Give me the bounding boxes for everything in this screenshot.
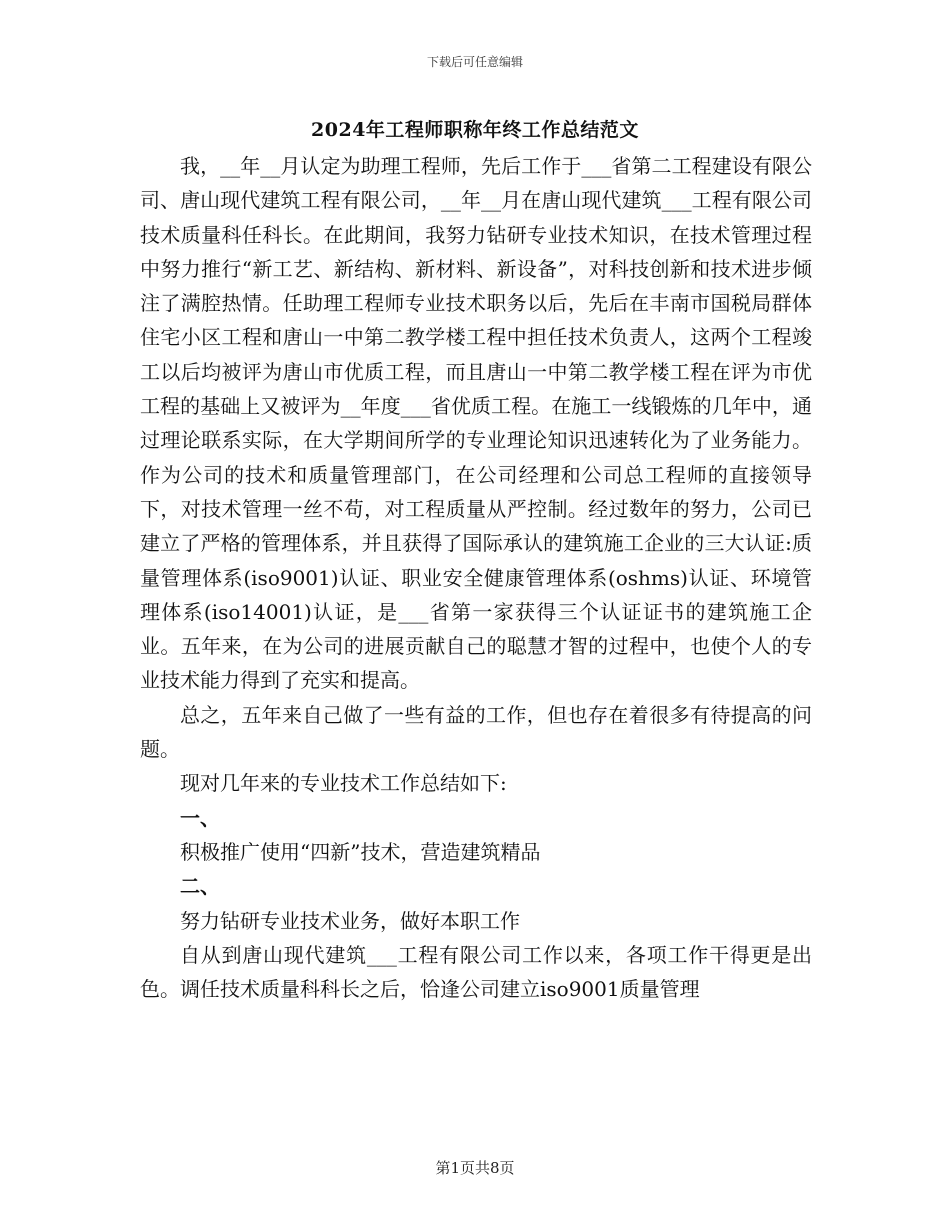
paragraph-summary: 总之，五年来自己做了一些有益的工作，但也存在着很多有待提高的问题。 bbox=[140, 702, 812, 762]
page-header-note: 下载后可任意编辑 bbox=[426, 55, 523, 69]
paragraph-section-two-body: 自从到唐山现代建筑___工程有限公司工作以来，各项工作干得更是出色。调任技术质量科科长之后，恰逢公司建立iso9001质量管理 bbox=[140, 942, 812, 1002]
section-number-two: 二、 bbox=[180, 874, 220, 899]
paragraph-intro: 我，__年__月认定为助理工程师，先后工作于___省第二工程建设有限公司、唐山现代建筑工程有限公司，__年__月在唐山现代建筑___工程有限公司技术质量科任科长。在此期间，我努力钻研专业技术知识，在技术管理过程中努力推行“新工艺、新结构、新材料、新设备”，对科技创新和技术进步倾注了满腔热情。任助理工程师专业技术职务以后，先后在丰南市国税局群体住宅小区工程和唐山一中第二教学楼工程中担任技术负责人，这两个工程竣工以后均被评为唐山市优质工程，而且唐山一中第二教学楼工程在评为市优工程的基础上又被评为__年度___省优质工程。在施工一线锻炼的几年中，通过理论联系实际，在大学期间所学的专业理论知识迅速转化为了业务能力。作为公司的技术和质量管理部门，在公司经理和公司总工程师的直接领导下，对技术管理一丝不苟，对工程质量从严控制。经过数年的努力，公司已建立了严格的管理体系，并且获得了国际承认的建筑施工企业的三大认证:质量管理体系(iso9001)认证、职业安全健康管理体系(oshms)认证、环境管理体系(iso14001)认证，是___省第一家获得三个认证证书的建筑施工企业。五年来，在为公司的进展贡献自己的聪慧才智的过程中，也使个人的专业技术能力得到了充实和提高。 bbox=[140, 154, 812, 693]
paragraph-lead-in: 现对几年来的专业技术工作总结如下: bbox=[180, 771, 507, 796]
section-heading-one: 积极推广使用“四新”技术，营造建筑精品 bbox=[180, 839, 541, 864]
document-body bbox=[140, 149, 812, 1006]
section-number-one: 一、 bbox=[180, 805, 220, 830]
page-number: 第1页共8页 bbox=[435, 1159, 515, 1177]
document-title: 2024年工程师职称年终工作总结范文 bbox=[311, 119, 639, 141]
section-heading-two: 努力钻研专业技术业务，做好本职工作 bbox=[180, 908, 520, 933]
